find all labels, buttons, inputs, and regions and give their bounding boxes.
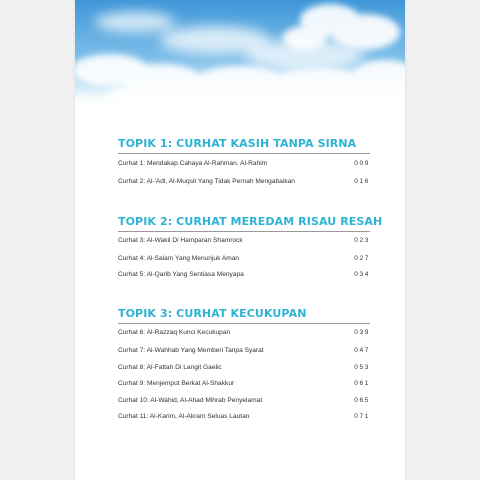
entry-page: 027 xyxy=(354,255,370,262)
entry-title: Curhat 6: Al-Razzaq Kunci Kecukupan xyxy=(118,329,231,336)
entry-title: Curhat 7: Al-Wahhab Yang Memberi Tanpa Syarat xyxy=(118,347,264,354)
entry-page: 047 xyxy=(354,347,370,354)
entry-title: Curhat 5: Al-Qarib Yang Sentiasa Menyapa xyxy=(118,271,244,278)
entry-title: Curhat 9: Menjemput Berkat Al-Shakkur xyxy=(118,380,235,387)
section-title: TOPIK 2: CURHAT MEREDAM RISAU RESAH xyxy=(118,215,383,228)
toc-entry xyxy=(118,160,370,170)
toc-entry xyxy=(118,380,370,390)
entry-title: Curhat 3: Al-Wakil Di Hamparan Shamrock xyxy=(118,237,243,244)
toc-entry xyxy=(118,347,370,357)
toc-entry xyxy=(118,255,370,265)
entry-title: Curhat 2: Al-'Adl, Al-Muqsit Yang Tidak Pernah Mengabaikan xyxy=(118,178,295,185)
toc-entry xyxy=(118,329,370,339)
entry-page: 065 xyxy=(354,397,370,404)
book-page xyxy=(75,0,405,480)
entry-page: 023 xyxy=(354,237,370,244)
entry-title: Curhat 4: Al-Salam Yang Menunjuk Aman xyxy=(118,255,240,262)
entry-title: Curhat 1: Mendakap Cahaya Al-Rahman, Al-Rahim xyxy=(118,160,268,167)
entry-page: 071 xyxy=(354,413,370,420)
entry-page: 039 xyxy=(354,329,370,336)
toc-entry xyxy=(118,397,370,407)
toc-entry xyxy=(118,237,370,247)
entry-title: Curhat 8: Al-Fattah Di Langit Gaelic xyxy=(118,364,222,371)
section-divider xyxy=(118,323,370,324)
entry-title: Curhat 11: Al-Karim, Al-Akram Seluas Lautan xyxy=(118,413,250,420)
toc-entry xyxy=(118,413,370,423)
entry-page: 009 xyxy=(354,160,370,167)
entry-page: 034 xyxy=(354,271,370,278)
entry-page: 016 xyxy=(354,178,370,185)
toc-entry xyxy=(118,364,370,374)
section-title: TOPIK 3: CURHAT KECUKUPAN xyxy=(118,307,307,320)
section-title: TOPIK 1: CURHAT KASIH TANPA SIRNA xyxy=(118,137,357,150)
toc-entry xyxy=(118,271,370,281)
toc-entry xyxy=(118,178,370,188)
entry-page: 053 xyxy=(354,364,370,371)
section-divider xyxy=(118,153,370,154)
entry-page: 061 xyxy=(354,380,370,387)
sky-clouds-illustration xyxy=(75,0,405,108)
section-divider xyxy=(118,231,370,232)
entry-title: Curhat 10: Al-Wahid, Al-Ahad Mihrab Penyelamat xyxy=(118,397,263,404)
